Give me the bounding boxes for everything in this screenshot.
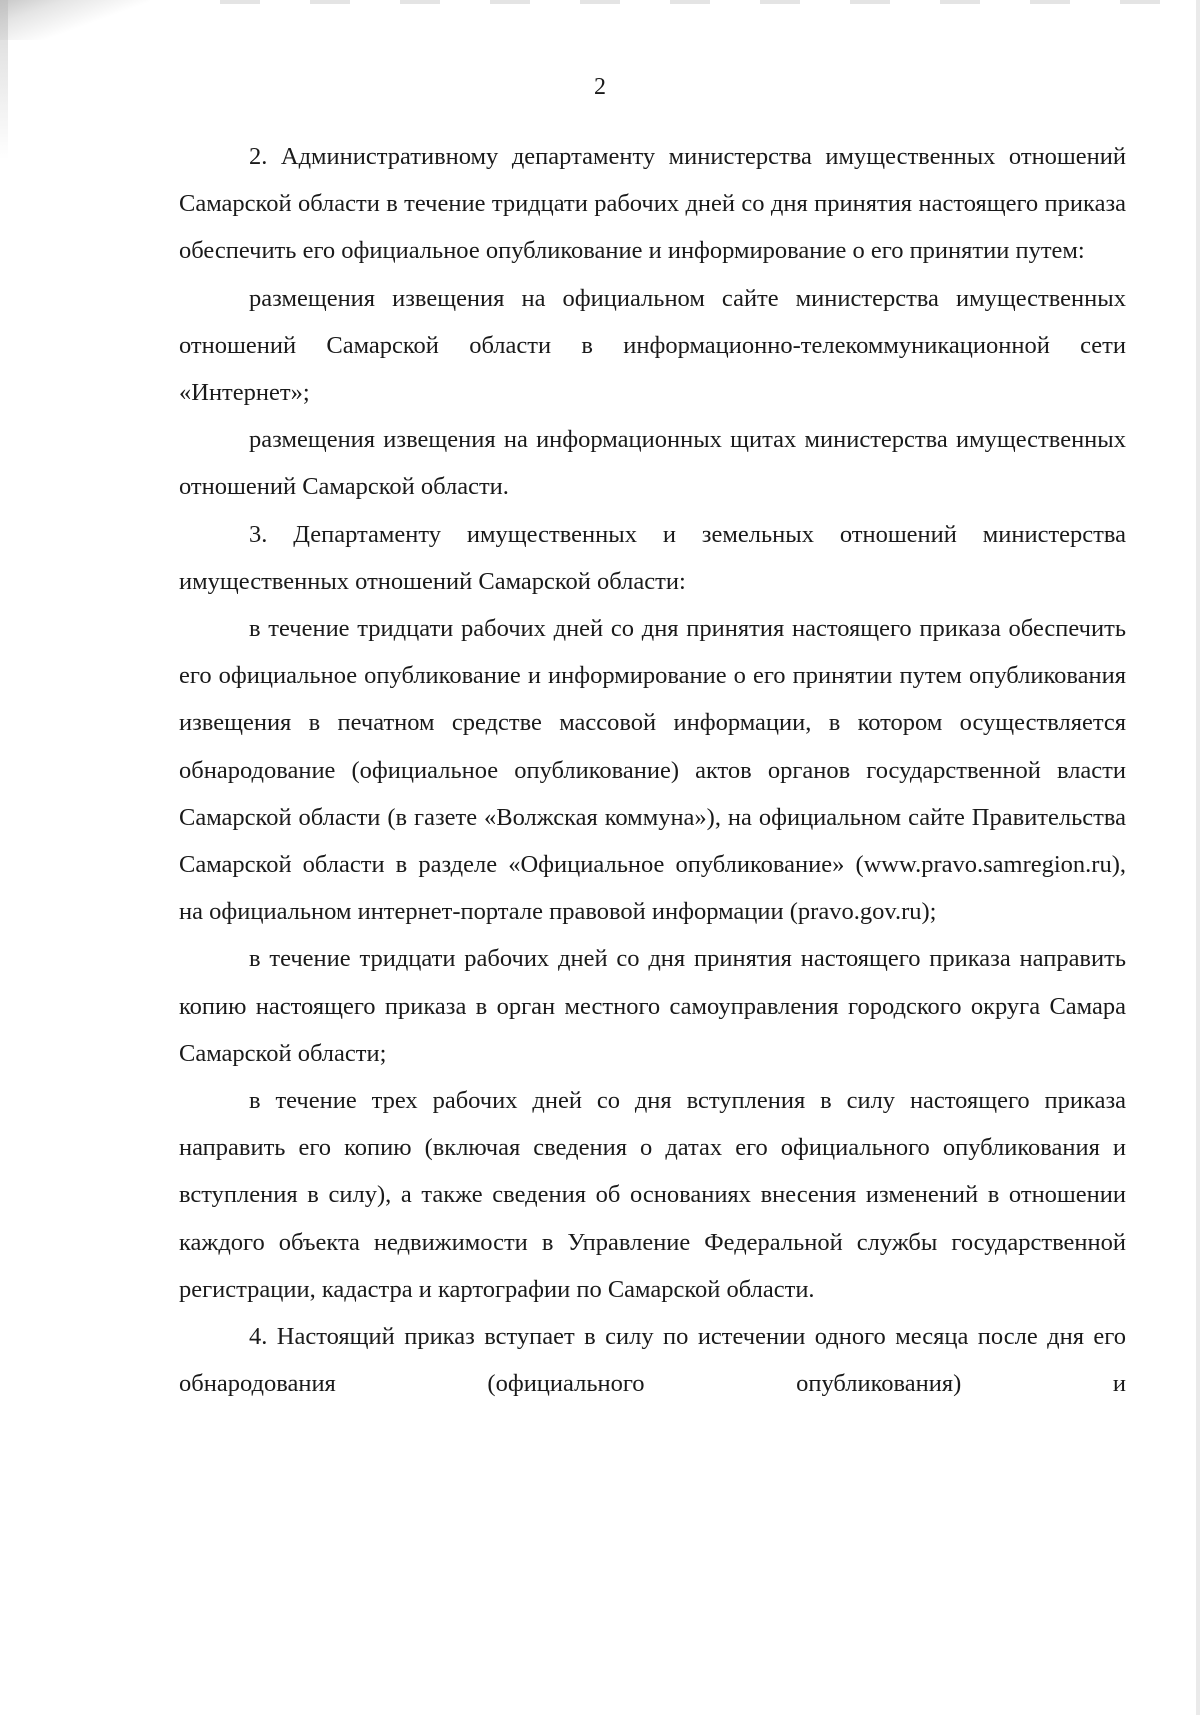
scan-artifact-top-edge (220, 0, 1180, 4)
paragraph-website-notice: размещения извещения на официальном сайте министерства имущественных отношений Самарской области в информационно-телекоммуникационной сети «Интернет»; (179, 284, 1126, 407)
scan-artifact-corner (0, 0, 150, 40)
paragraph-send-copy-samara: в течение тридцати рабочих дней со дня принятия настоящего приказа направить копию настоящего приказа в орган местного самоуправления городского округа Самара Самарской области; (179, 945, 1126, 1067)
paragraph-publication: в течение тридцати рабочих дней со дня принятия настоящего приказа обеспечить его официальное опубликование и информирование о его принятии путем опубликования извещения в печатном средстве массовой информации, в котором осуществляется обнародование (официальное опубликование) актов органов государственной власти Самарской области (в газете «Волжская коммуна»), на официальном сайте Правительства Самарской области в разделе «Официальное опубликование» (www.pravo.samregion.ru), на официальном интернет-портале правовой информации (pravo.gov.ru); (179, 615, 1126, 926)
document-body (179, 133, 1126, 1407)
paragraph-send-copy-rosreestr: в течение трех рабочих дней со дня вступления в силу настоящего приказа направить его копию (включая сведения о датах его официального опубликования и вступления в силу), а также сведения об основаниях внесения изменений в отношении каждого объекта недвижимости в Управление Федеральной службы государственной регистрации, кадастра и картографии по Самарской области. (179, 1087, 1126, 1303)
page-number: 2 (594, 74, 606, 100)
paragraph-4-entry-into-force: 4. Настоящий приказ вступает в силу по истечении одного месяца после дня его обнародования (официального опубликования) и (179, 1323, 1126, 1398)
paragraph-3-property-department: 3. Департаменту имущественных и земельных отношений министерства имущественных отношений Самарской области: (179, 520, 1126, 595)
paragraph-2-admin-department: 2. Административному департаменту министерства имущественных отношений Самарской области в течение тридцати рабочих дней со дня принятия настоящего приказа обеспечить его официальное опубликование и информирование о его принятии путем: (179, 143, 1126, 265)
paragraph-info-boards-notice: размещения извещения на информационных щитах министерства имущественных отношений Самарской области. (179, 426, 1126, 501)
scan-artifact-right-edge (1196, 0, 1200, 1715)
